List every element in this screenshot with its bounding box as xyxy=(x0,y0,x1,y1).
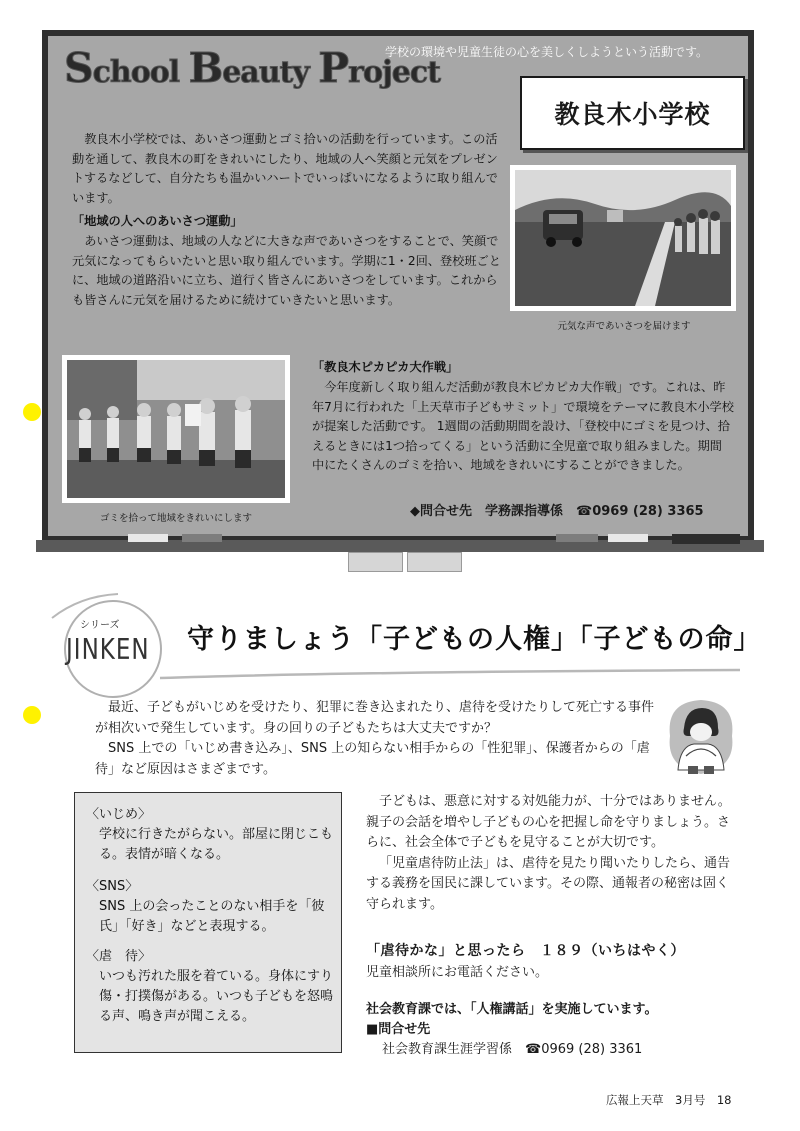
photo-caption: ゴミを拾って地域をきれいにします xyxy=(99,513,252,524)
board-stand xyxy=(407,552,462,572)
list-item: 〈SNS〉 SNS 上の会ったことのない相手を「彼氏」「好き」などと表現する。 xyxy=(86,879,325,934)
contact-info: 社会教育課生涯学習係 ☎0969 (28) 3361 xyxy=(382,1042,643,1057)
series-name: JINKEN xyxy=(66,633,150,667)
pika-heading: 「教良木ピカピカ大作戦」 xyxy=(312,360,459,374)
eraser xyxy=(672,534,740,544)
jinken-intro: 最近、子どもがいじめを受けたり、犯罪に巻き込まれたり、虐待を受けたりして死亡する事件が相次いで発生しています。身の回りの子どもたちは大丈夫ですか？ SNS 上での「いじめ書き込み」、SNS 上の知らない相手からの「性犯罪」、保護者からの「虐待」など原因はさまざまです。 xyxy=(95,700,655,777)
contact-info: ◆問合せ先 学務課指導係 ☎0969 (28) 3365 xyxy=(410,504,704,519)
cleanup-photo xyxy=(62,355,290,503)
hotline-note: 児童相談所にお電話ください。 xyxy=(366,965,549,980)
advice-paragraph: 子どもは、悪意に対する対処能力が、十分ではありません。親子の会話を増やし子どもの心を把握し命を守りましょう。さらに、社会全体で子どもを見守ることが大切です。 「児童虐待防止法」は、虐待を見たり聞いたりしたら、通告する義務を国民に課しています。その際、通報者の秘密は固く守られます。 xyxy=(366,794,731,912)
board-stand xyxy=(348,552,403,572)
margin-dot xyxy=(23,403,41,421)
sad-child-icon xyxy=(664,696,738,780)
hotline: 「虐待かな」と思ったら １８９（いちはやく） xyxy=(366,943,685,959)
pika-paragraph: 今年度新しく取り組んだ活動が教良木ピカピカ大作戦」です。これは、昨年7月に行われた「上天草市子どもサミット」で環境をテーマに教良木小学校が提案した活動です。 1週間の活動期間を設け、「登校中にゴミを見つけ、拾えるときには1つ拾ってくる」という活動に全児童で取り組みました。期間中にたくさんのゴミを拾い、地域をきれいにすることができました。 xyxy=(312,380,734,473)
tagline: 学校の環境や児童生徒の心を美しくしようという活動です。 xyxy=(385,45,709,59)
school-name: 教良木小学校 xyxy=(520,76,745,150)
photo-caption: 元気な声であいさつを届けます xyxy=(557,321,691,332)
aisatsu-paragraph: あいさつ運動は、地域の人などに大きな声であいさつをすることで、笑顔で元気になってもらいたいと思い取り組んでいます。学期に1・2回、登校班ごとに、地域の道路沿いに立ち、道行く皆さんにあいさつをしています。これからも皆さんに元気を届けるために続けていきたいと思います。 xyxy=(72,234,501,307)
contact-heading: ■問合せ先 xyxy=(366,1022,431,1037)
aisatsu-heading: 「地域の人へのあいさつ運動」 xyxy=(72,214,243,228)
eraser xyxy=(608,534,648,542)
list-item: 〈いじめ〉 学校に行きたがらない。部屋に閉じこもる。表情が暗くなる。 xyxy=(86,807,334,862)
eraser xyxy=(556,534,598,542)
eraser xyxy=(128,534,168,542)
intro-paragraph: 教良木小学校では、あいさつ運動とゴミ拾いの活動を行っています。この活動を通して、教良木の町をきれいにしたり、地域の人へ笑顔と元気をプレゼントするなどして、自分たちも温かいハートでいっぱいになるように取り組んでいます。 xyxy=(72,132,498,205)
list-item: 〈虐 待〉 いつも汚れた服を着ている。身体にすり傷・打撲傷がある。いつも子どもを怒鳴る声、鳴き声が聞こえる。 xyxy=(86,949,334,1024)
page-footer: 広報上天草 3月号 18 xyxy=(606,1093,732,1107)
margin-dot xyxy=(23,706,41,724)
eraser xyxy=(182,534,222,542)
section-title: 守りましょう「子どもの人権」「子どもの命」 xyxy=(187,624,762,655)
lecture-notice: 社会教育課では、「人権講話」を実施しています。 xyxy=(366,1002,658,1017)
project-title: School Beauty Project xyxy=(64,44,441,92)
greeting-photo xyxy=(510,165,736,311)
warning-signs-list xyxy=(86,805,336,1027)
series-label: シリーズ xyxy=(80,620,120,631)
